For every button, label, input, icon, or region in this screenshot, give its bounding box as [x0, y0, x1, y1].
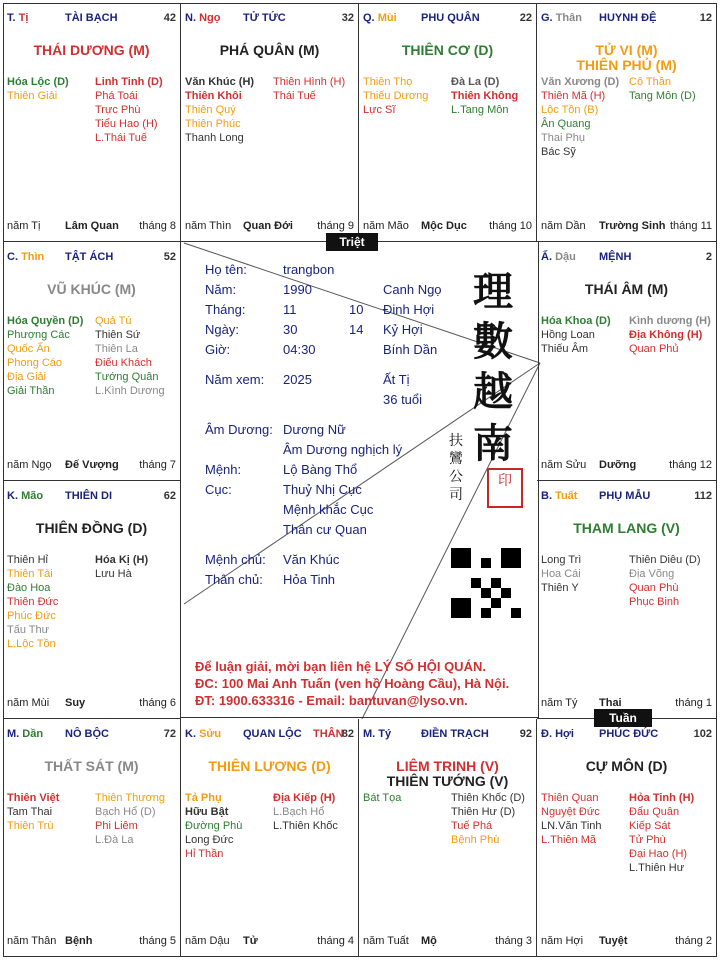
palace-name: ĐIỀN TRẠCH — [421, 728, 489, 740]
life-stage: Đế Vượng — [65, 459, 119, 471]
calligraphy-char: 越 — [473, 368, 513, 415]
palace-header — [185, 12, 354, 26]
month-lunar: 10 — [349, 302, 364, 317]
minor-star: Thiên Không — [451, 90, 519, 102]
cell-year: năm Sửu — [541, 459, 587, 471]
palace-code: M. Dần — [7, 728, 44, 740]
palace-cell-suu[interactable] — [181, 719, 359, 957]
company-text: 扶 鸞 公 司 — [449, 433, 463, 503]
palace-header — [363, 12, 532, 26]
minor-star: Thiên Đức — [7, 596, 59, 608]
minor-star: L.Lộc Tồn — [7, 638, 56, 650]
palace-footer — [7, 459, 176, 473]
cell-year: năm Dần — [541, 220, 586, 232]
minor-stars-left — [185, 791, 242, 861]
cuc-label: Cục: — [205, 482, 232, 497]
minor-star: Thiên Khốc (D) — [451, 792, 525, 804]
minor-star: Bác Sỹ — [541, 146, 576, 158]
minor-star: Đào Hoa — [7, 582, 51, 594]
palace-name: HUYNH ĐỆ — [599, 12, 657, 24]
minor-star: Thiên Hình (H) — [273, 76, 346, 88]
palace-code: N. Ngọ — [185, 12, 221, 24]
minor-star: Địa Kiếp (H) — [273, 792, 336, 804]
main-star: VŨ KHÚC (M) — [47, 281, 136, 297]
main-star: THIÊN ĐỒNG (D) — [35, 520, 148, 536]
palace-number: 32 — [341, 12, 354, 24]
year-value: 1990 — [283, 282, 312, 297]
palace-code: Đ. Hợi — [541, 728, 574, 740]
minor-star: Thiên Quan — [541, 792, 599, 804]
year-label: Năm: — [205, 282, 237, 297]
main-star: LIÊM TRINH (V) — [396, 758, 499, 774]
day-label: Ngày: — [205, 322, 239, 337]
minor-star: Hóa Lộc (D) — [7, 76, 69, 88]
minor-stars-left — [7, 791, 59, 833]
palace-footer — [7, 935, 176, 949]
minor-star: Thiếu Âm — [541, 343, 589, 355]
minor-stars-left — [541, 75, 619, 159]
palace-header — [541, 12, 712, 26]
amduong-note: Âm Dương nghịch lý — [283, 442, 403, 457]
minor-star: Quan Phù — [629, 582, 679, 594]
palace-header — [541, 251, 712, 265]
minor-star: Thiên Trù — [7, 820, 54, 832]
life-stage: Mộ — [421, 935, 437, 947]
menh-chu-value: Văn Khúc — [283, 552, 340, 567]
minor-star: Thiên La — [95, 343, 138, 355]
cell-month: tháng 10 — [489, 220, 532, 232]
palace-header — [7, 12, 176, 26]
minor-star: Quả Tú — [95, 315, 132, 327]
palace-name: TÀI BẠCH — [65, 12, 118, 24]
minor-star: Tiểu Hao (H) — [95, 118, 158, 130]
main-star: THIÊN CƠ (D) — [401, 42, 494, 58]
minor-star: Phượng Các — [7, 329, 70, 341]
minor-stars-left — [7, 314, 83, 398]
life-stage: Mộc Dục — [421, 220, 467, 232]
menh-label: Mệnh: — [205, 462, 242, 477]
calligraphy-char: 理 — [473, 268, 513, 315]
cell-month: tháng 3 — [495, 935, 532, 947]
minor-star: Phục Binh — [629, 596, 680, 608]
palace-cell-ti[interactable] — [3, 3, 181, 242]
minor-star: Văn Khúc (H) — [185, 76, 255, 88]
minor-star: Hóa Khoa (D) — [541, 315, 611, 327]
contact-address: ĐC: 100 Mai Anh Tuấn (ven hồ Hoàng Cầu), Hà Nội. — [195, 676, 510, 691]
month-canchi: Đinh Hợi — [383, 302, 435, 317]
menh-value: Lộ Bàng Thổ — [283, 462, 358, 477]
life-stage: Bệnh — [65, 935, 93, 947]
minor-star: Thiên Y — [541, 582, 579, 594]
minor-stars-right — [629, 314, 711, 356]
minor-star: Nguyệt Đức — [541, 806, 600, 818]
minor-star: Thiên Giải — [7, 90, 58, 102]
palace-number: 102 — [693, 728, 712, 740]
main-star: THÁI DƯƠNG (M) — [33, 42, 150, 58]
palace-cell-hoi[interactable] — [537, 719, 717, 957]
month-label: Tháng: — [205, 302, 246, 317]
cell-year: năm Hợi — [541, 935, 584, 947]
hour-canchi: Bính Dần — [383, 342, 438, 357]
minor-stars-left — [185, 75, 254, 145]
minor-star: Địa Võng — [629, 568, 675, 580]
minor-star: Lực Sĩ — [363, 104, 396, 116]
minor-stars-right — [273, 791, 338, 833]
cell-year: năm Ngọ — [7, 459, 52, 471]
palace-footer — [363, 935, 532, 949]
palace-footer — [185, 220, 354, 234]
cell-year: năm Tị — [7, 220, 41, 232]
minor-stars-left — [541, 314, 611, 356]
cell-month: tháng 4 — [317, 935, 354, 947]
minor-stars-left — [541, 791, 602, 847]
name-label: Họ tên: — [205, 262, 247, 277]
minor-star: Hỏa Tinh (H) — [629, 792, 695, 804]
minor-star: Bạch Hổ (D) — [95, 806, 156, 818]
minor-star: Thiên Mã (H) — [541, 90, 606, 102]
minor-stars-right — [95, 791, 165, 847]
minor-star: L.Đà La — [95, 834, 134, 846]
hour-value: 04:30 — [283, 342, 316, 357]
minor-stars-right — [451, 75, 518, 117]
cell-month: tháng 12 — [669, 459, 712, 471]
hour-label: Giờ: — [205, 342, 231, 357]
palace-header — [363, 728, 532, 742]
minor-star: Trực Phù — [95, 104, 141, 116]
minor-star: Tướng Quân — [95, 371, 159, 383]
cuc-value: Thuỷ Nhị Cục — [283, 482, 362, 497]
minor-stars-right — [95, 314, 165, 398]
contact-phone-email: ĐT: 1900.633316 - Email: bantuvan@lyso.vn. — [195, 693, 468, 708]
life-stage: Tử — [243, 935, 258, 947]
minor-star: Thiên Quý — [185, 104, 236, 116]
cell-year: năm Mão — [363, 220, 409, 232]
cell-year: năm Mùi — [7, 697, 50, 709]
palace-header — [7, 490, 176, 504]
minor-star: Văn Xương (D) — [541, 76, 620, 88]
than-cu-note: Thân cư Quan — [283, 522, 367, 537]
minor-stars-right — [629, 553, 701, 609]
palace-name: PHU QUÂN — [421, 12, 480, 24]
minor-star: Địa Giải — [7, 371, 47, 383]
cell-year: năm Dậu — [185, 935, 230, 947]
palace-cell-thin[interactable] — [3, 242, 181, 481]
minor-star: Kình dương (H) — [629, 315, 711, 327]
minor-stars-right — [95, 553, 148, 581]
day-canchi: Kỷ Hợi — [383, 322, 423, 337]
minor-star: Đường Phù — [185, 820, 243, 832]
life-stage: Dưỡng — [599, 459, 637, 471]
minor-star: Điếu Khách — [95, 357, 152, 369]
minor-star: Phá Toái — [95, 90, 138, 102]
minor-star: Linh Tinh (D) — [95, 76, 163, 88]
main-star: THIÊN TƯỚNG (V) — [386, 773, 509, 789]
minor-star: Tam Thai — [7, 806, 53, 818]
cell-month: tháng 9 — [317, 220, 354, 232]
palace-code: Ấ. Dậu — [541, 251, 576, 263]
cell-month: tháng 6 — [139, 697, 176, 709]
than-chu-label: Thân chủ: — [205, 572, 263, 587]
minor-star: Bệnh Phù — [451, 834, 500, 846]
palace-header — [7, 251, 176, 265]
minor-star: Tả Phụ — [185, 792, 222, 804]
minor-star: Hữu Bật — [185, 806, 229, 818]
name-value: trangbon — [283, 262, 335, 277]
contact-line: Để luận giải, mời bạn liên hệ LÝ SỐ HỘI QUÁN. — [195, 659, 486, 674]
minor-star: Thiên Phúc — [185, 118, 241, 130]
day-lunar: 14 — [349, 322, 364, 337]
life-stage: Quan Đới — [243, 220, 293, 232]
than-marker: THÂN — [313, 728, 344, 740]
palace-name: THIÊN DI — [65, 490, 113, 502]
minor-star: Giải Thần — [7, 385, 55, 397]
minor-star: Tang Môn (D) — [629, 90, 696, 102]
palace-number: 92 — [519, 728, 532, 740]
minor-star: L.Bạch Hổ — [273, 806, 325, 818]
minor-star: Thiên Khôi — [185, 90, 242, 102]
minor-star: Thiên Hỉ — [7, 554, 48, 566]
minor-star: Hoa Cái — [541, 568, 581, 580]
minor-star: Thiên Hư (D) — [451, 806, 516, 818]
view-year-canchi: Ất Tị — [383, 372, 410, 387]
amduong-label: Âm Dương: — [205, 422, 273, 437]
palace-footer — [7, 220, 176, 234]
minor-star: Phong Cáo — [7, 357, 63, 369]
minor-stars-right — [629, 791, 694, 875]
life-stage: Lâm Quan — [65, 220, 119, 232]
palace-number: 52 — [163, 251, 176, 263]
calligraphy-char: 南 — [473, 420, 513, 467]
life-stage: Tuyệt — [599, 935, 628, 947]
minor-star: L.Thiên Khốc — [273, 820, 338, 832]
minor-star: Đại Hao (H) — [629, 848, 688, 860]
cell-month: tháng 11 — [669, 220, 712, 232]
main-star: THÁI ÂM (M) — [584, 281, 669, 297]
palace-cell-dau[interactable] — [537, 242, 717, 481]
main-star: PHÁ QUÂN (M) — [219, 42, 320, 58]
main-star: THẤT SÁT (M) — [44, 758, 139, 774]
minor-star: L.Thiên Hư — [629, 862, 685, 874]
palace-name: NÔ BỘC — [65, 728, 109, 740]
minor-stars-right — [451, 791, 525, 847]
palace-cell-dan[interactable] — [3, 719, 181, 957]
palace-footer — [541, 459, 712, 473]
center-info-panel — [181, 242, 539, 718]
palace-cell-ngo[interactable] — [181, 3, 359, 242]
minor-star: Kiếp Sát — [629, 820, 671, 832]
minor-star: Quan Phủ — [629, 343, 679, 355]
cell-year: năm Thân — [7, 935, 57, 947]
main-star: CỰ MÔN (D) — [585, 758, 668, 774]
minor-star: L.Thiên Mã — [541, 834, 597, 846]
minor-star: Hỉ Thần — [185, 848, 224, 860]
minor-star: Long Đức — [185, 834, 234, 846]
minor-star: L.Kình Dương — [95, 385, 165, 397]
palace-name: PHÚC ĐỨC — [599, 728, 659, 740]
cuc-note: Mệnh khắc Cục — [283, 502, 374, 517]
minor-star: Thiếu Dương — [363, 90, 429, 102]
minor-star: Thiên Việt — [7, 792, 60, 804]
minor-star: Phúc Đức — [7, 610, 56, 622]
minor-star: Hóa Kị (H) — [95, 554, 149, 566]
cell-month: tháng 7 — [139, 459, 176, 471]
palace-cell-than[interactable] — [537, 3, 717, 242]
minor-stars-left — [7, 553, 58, 651]
palace-name: QUAN LỘC — [243, 728, 302, 740]
cell-month: tháng 5 — [139, 935, 176, 947]
than-chu-value: Hỏa Tinh — [283, 572, 336, 587]
palace-header — [7, 728, 176, 742]
palace-code: C. Thìn — [7, 251, 45, 263]
main-star: THIÊN LƯƠNG (D) — [208, 758, 331, 774]
palace-header — [541, 490, 712, 504]
minor-stars-right — [629, 75, 696, 103]
cell-year: năm Tý — [541, 697, 578, 709]
palace-cell-mui[interactable] — [359, 3, 537, 242]
palace-header — [541, 728, 712, 742]
palace-name: TẬT ÁCH — [65, 251, 114, 263]
palace-number: 62 — [163, 490, 176, 502]
menh-chu-label: Mệnh chủ: — [205, 552, 266, 567]
palace-number: 112 — [694, 490, 712, 502]
minor-star: Đẩu Quân — [629, 806, 680, 818]
minor-star: Thiên Diêu (D) — [629, 554, 701, 566]
palace-name: TỬ TỨC — [243, 12, 286, 24]
minor-stars-right — [273, 75, 345, 103]
minor-stars-left — [7, 75, 69, 103]
palace-code: B. Tuất — [541, 490, 578, 502]
minor-star: Địa Không (H) — [629, 329, 703, 341]
minor-star: Đà La (D) — [451, 76, 500, 88]
minor-star: L.Thái Tuế — [95, 132, 147, 144]
main-star: TỬ VI (M) — [595, 42, 658, 58]
minor-star: Thiên Sứ — [95, 329, 141, 341]
life-stage: Trường Sinh — [599, 220, 666, 232]
palace-cell-ty[interactable] — [359, 719, 537, 957]
palace-footer — [363, 220, 532, 234]
palace-name: MỆNH — [599, 251, 632, 263]
minor-star: Thanh Long — [185, 132, 244, 144]
minor-star: Phi Liêm — [95, 820, 138, 832]
view-year-label: Năm xem: — [205, 372, 265, 387]
minor-stars-left — [363, 791, 401, 805]
palace-footer — [541, 935, 712, 949]
palace-code: G. Thân — [541, 12, 582, 24]
palace-name: PHỤ MẪU — [599, 490, 651, 502]
minor-star: Cô Thần — [629, 76, 671, 88]
palace-number: 2 — [705, 251, 712, 263]
minor-star: Quốc Ấn — [7, 343, 50, 355]
minor-stars-left — [541, 553, 581, 595]
minor-star: Thái Tuế — [273, 90, 316, 102]
palace-number: 42 — [163, 12, 176, 24]
cell-month: tháng 1 — [675, 697, 712, 709]
palace-number: 82 — [341, 728, 354, 740]
minor-star: Thiên Thương — [95, 792, 166, 804]
minor-star: LN.Văn Tinh — [541, 820, 602, 832]
minor-star: Hồng Loan — [541, 329, 595, 341]
palace-code: M. Tý — [363, 728, 392, 740]
amduong-value: Dương Nữ — [283, 422, 346, 437]
minor-star: Long Trì — [541, 554, 582, 566]
day-value: 30 — [283, 322, 298, 337]
palace-footer — [185, 935, 354, 949]
minor-star: Tấu Thư — [7, 624, 50, 636]
main-star: THAM LANG (V) — [573, 520, 680, 536]
cell-year: năm Tuất — [363, 935, 409, 947]
minor-star: Bát Tọa — [363, 792, 402, 804]
triet-tag: Triệt — [326, 233, 378, 251]
view-year-value: 2025 — [283, 372, 312, 387]
palace-code: T. Tị — [7, 12, 29, 24]
minor-star: Thiên Tài — [7, 568, 53, 580]
minor-star: Lưu Hà — [95, 568, 132, 580]
calligraphy-char: 數 — [473, 318, 513, 365]
life-stage: Thai — [599, 697, 622, 709]
month-value: 11 — [283, 302, 297, 317]
palace-header — [185, 728, 354, 742]
life-stage: Suy — [65, 697, 86, 709]
palace-code: K. Mão — [7, 490, 44, 502]
minor-star: Ân Quang — [541, 118, 591, 130]
minor-star: Tử Phù — [629, 834, 666, 846]
palace-footer — [7, 697, 176, 711]
palace-cell-tuat[interactable] — [537, 481, 717, 719]
cell-year: năm Thìn — [185, 220, 232, 232]
minor-stars-left — [363, 75, 428, 117]
cell-month: tháng 2 — [675, 935, 712, 947]
tuan-tag: Tuần — [594, 709, 652, 727]
palace-cell-mao[interactable] — [3, 481, 181, 719]
main-star: THIÊN PHỦ (M) — [576, 57, 677, 73]
palace-number: 12 — [699, 12, 712, 24]
palace-number: 72 — [163, 728, 176, 740]
age: 36 tuổi — [383, 392, 423, 407]
cell-month: tháng 8 — [139, 220, 176, 232]
palace-number: 22 — [519, 12, 532, 24]
minor-star: Lộc Tồn (B) — [541, 104, 599, 116]
palace-code: K. Sửu — [185, 728, 222, 740]
palace-footer — [541, 220, 712, 234]
minor-star: Thai Phụ — [541, 132, 586, 144]
red-seal-icon: 印 — [487, 468, 523, 508]
minor-stars-right — [95, 75, 163, 145]
year-canchi: Canh Ngọ — [383, 282, 442, 297]
minor-star: Thiên Thọ — [363, 76, 413, 88]
palace-code: Q. Mùi — [363, 12, 397, 24]
minor-star: L.Tang Môn — [451, 104, 509, 116]
minor-star: Hóa Quyền (D) — [7, 315, 84, 327]
minor-star: Tuế Phá — [451, 820, 493, 832]
qr-code-icon[interactable] — [451, 548, 521, 618]
